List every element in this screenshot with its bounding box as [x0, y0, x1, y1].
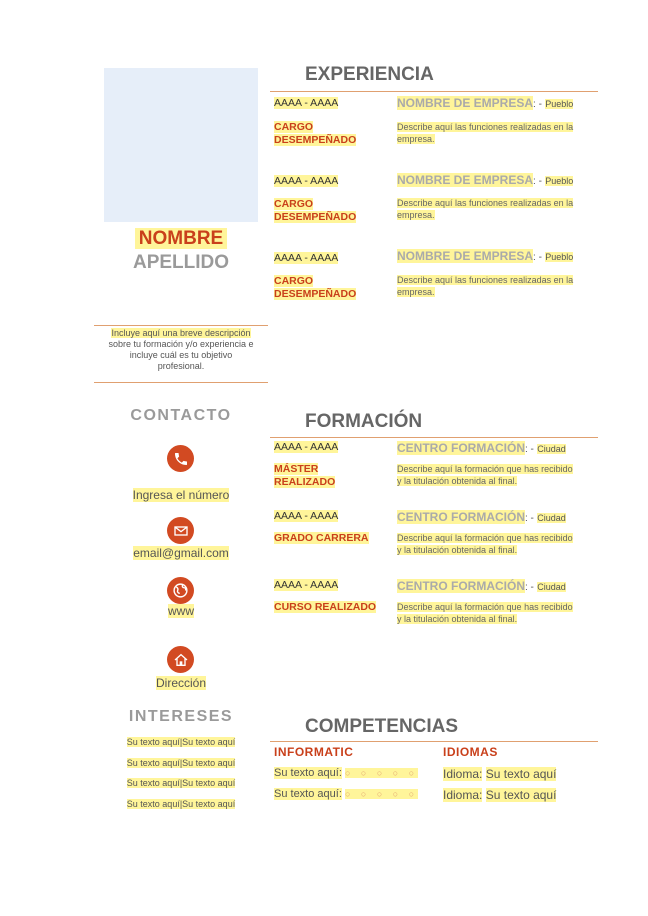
photo-placeholder	[104, 68, 258, 222]
skills-heading: COMPETENCIAS	[305, 716, 459, 737]
contact-heading: CONTACTO	[130, 407, 232, 424]
education-center: CENTRO FORMACIÓN: - Ciudad	[397, 510, 566, 524]
education-title: MÁSTER REALIZADO	[274, 463, 336, 488]
interest-row: Su texto aquí|Su texto aquí	[126, 799, 236, 809]
experience-description: Describe aquí las funciones realizadas en la empresa.	[397, 122, 574, 144]
section-divider	[270, 741, 598, 742]
education-date: AAAA - AAAA	[274, 579, 339, 591]
interest-row: Su texto aquí|Su texto aquí	[126, 758, 236, 768]
phone-text[interactable]: Ingresa el número	[132, 488, 230, 502]
interest-row: Su texto aquí|Su texto aquí	[126, 778, 236, 788]
experience-company: NOMBRE DE EMPRESA: - Pueblo	[397, 249, 574, 263]
experience-company: NOMBRE DE EMPRESA: - Pueblo	[397, 96, 574, 110]
education-title: CURSO REALIZADO	[274, 601, 377, 613]
languages-heading: IDIOMAS	[443, 745, 498, 759]
informatic-skill-row: Su texto aquí: ○ ○ ○ ○ ○	[274, 767, 419, 779]
experience-role: CARGO DESEMPEÑADO	[274, 198, 357, 223]
education-heading: FORMACIÓN	[305, 411, 423, 432]
email-text[interactable]: email@gmail.com	[133, 546, 229, 560]
experience-date: AAAA - AAAA	[274, 175, 339, 187]
language-row: Idioma: Su texto aquí	[443, 788, 557, 802]
experience-role: CARGO DESEMPEÑADO	[274, 121, 357, 146]
experience-heading: EXPERIENCIA	[305, 64, 434, 85]
section-divider	[270, 91, 598, 92]
web-text[interactable]: www	[168, 604, 194, 618]
experience-role: CARGO DESEMPEÑADO	[274, 275, 357, 300]
education-title: GRADO CARRERA	[274, 532, 369, 544]
education-description: Describe aquí la formación que has recibido y la titulación obtenida al final.	[397, 533, 573, 555]
address-text[interactable]: Dirección	[155, 676, 206, 690]
informatic-heading: INFORMATIC	[274, 745, 354, 759]
profile-surname: APELLIDO	[132, 252, 230, 273]
profile-name: NOMBRE	[92, 228, 270, 250]
education-description: Describe aquí la formación que has recibido y la titulación obtenida al final.	[397, 464, 573, 486]
language-row: Idioma: Su texto aquí	[443, 767, 557, 781]
interests-heading: INTERESES	[128, 708, 234, 725]
education-description: Describe aquí la formación que has recibido y la titulación obtenida al final.	[397, 602, 573, 624]
education-center: CENTRO FORMACIÓN: - Ciudad	[397, 579, 566, 593]
experience-description: Describe aquí las funciones realizadas en la empresa.	[397, 275, 574, 297]
globe-icon	[167, 577, 194, 604]
experience-description: Describe aquí las funciones realizadas en la empresa.	[397, 198, 574, 220]
home-icon	[167, 646, 194, 673]
interest-row: Su texto aquí|Su texto aquí	[126, 737, 236, 747]
profile-description: Incluye aquí una breve descripción sobre tu formación y/o experiencia e incluye cuál es tu objetivo profesional.	[94, 325, 268, 372]
email-icon	[167, 517, 194, 544]
section-divider	[270, 437, 598, 438]
experience-date: AAAA - AAAA	[274, 97, 339, 109]
phone-icon	[167, 445, 194, 472]
education-date: AAAA - AAAA	[274, 441, 339, 453]
education-date: AAAA - AAAA	[274, 510, 339, 522]
informatic-skill-row: Su texto aquí: ○ ○ ○ ○ ○	[274, 788, 419, 800]
experience-company: NOMBRE DE EMPRESA: - Pueblo	[397, 173, 574, 187]
education-center: CENTRO FORMACIÓN: - Ciudad	[397, 441, 566, 455]
rating-dots: ○ ○ ○ ○ ○	[344, 789, 419, 799]
divider	[94, 382, 268, 383]
rating-dots: ○ ○ ○ ○ ○	[344, 768, 419, 778]
experience-date: AAAA - AAAA	[274, 252, 339, 264]
